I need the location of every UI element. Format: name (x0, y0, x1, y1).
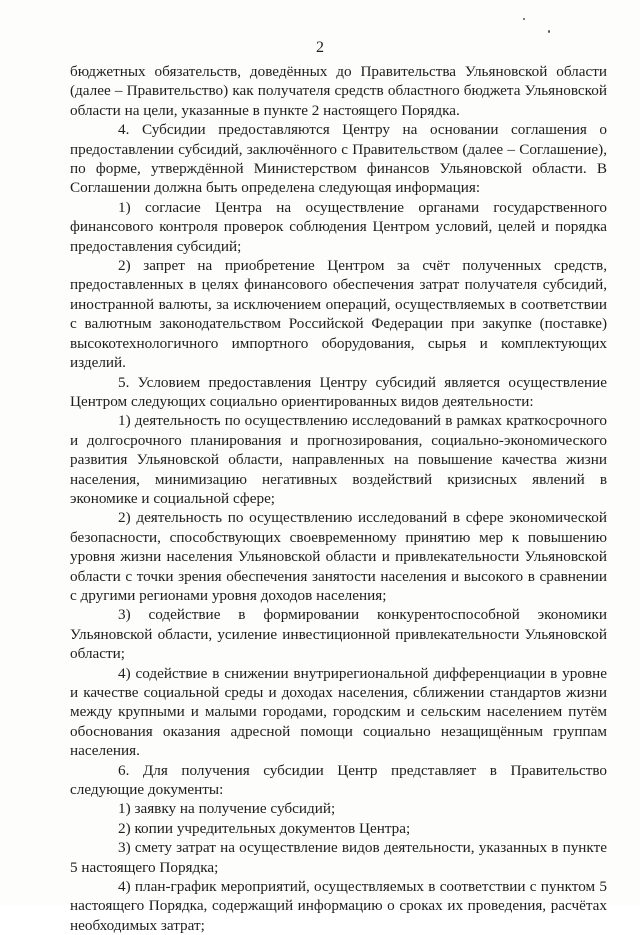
paragraph-6: 6. Для получения субсидии Центр представляет в Правительство следующие документы: (70, 761, 607, 799)
paragraph-5: 5. Условием предоставления Центру субсидий является осуществление Центром следующих социально ориентированных видов деятельности: (70, 373, 607, 410)
paragraph-5-item-3: 3) содействие в формировании конкурентоспособной экономики Ульяновской области, усиление инвестиционной привлекательности Ульяновской области; (70, 606, 607, 663)
paragraph-4-item-1: 1) согласие Центра на осуществление органами государственного финансового контроля проверок соблюдения Центром условий, целей и порядка предоставления субсидий; (70, 198, 607, 255)
scan-speck (548, 30, 550, 33)
paragraph-5-item-2: 2) деятельность по осуществлению исследований в сфере экономической безопасности, способствующих своевременному принятию мер к повышению уровня жизни населения Ульяновской области и привлекательности Ульяновской области с точки зрения обеспечения занятости населения и высокого в сравнении с другими регионами уровня доходов населения; (70, 509, 607, 604)
paragraph-6-item-3: 3) смету затрат на осуществление видов деятельности, указанных в пункте 5 настоящего Порядка; (70, 839, 607, 876)
paragraph-6-item-1: 1) заявку на получение субсидий; (118, 800, 336, 818)
page-number: 2 (316, 39, 324, 56)
paragraph-6-item-2: 2) копии учредительных документов Центра; (118, 819, 411, 837)
paragraph-5-item-4: 4) содействие в снижении внутрирегиональной дифференциации в уровне и качестве социальной среды и доходах населения, сближении стандартов жизни между крупными и малыми городами, городским и сельским населением путём обоснования оказания адресной помощи социально незащищённым группам населения. (70, 664, 607, 760)
document-body (70, 62, 607, 935)
paragraph-continuation: бюджетных обязательств, доведённых до Правительства Ульяновской области (далее – Правительство) как получателя средств областного бюджета Ульяновской области на цели, указанные в пункте 2 настоящего Порядка. (70, 63, 607, 119)
paragraph-5-item-1: 1) деятельность по осуществлению исследований в рамках краткосрочного и долгосрочного планирования и прогнозирования, социально-экономического развития Ульяновской области, направленных на повышение качества жизни населения, минимизацию негативных воздействий кризисных явлений в экономике и социальной сфере; (70, 412, 607, 507)
scan-speck (523, 18, 525, 20)
paragraph-6-item-4: 4) план-график мероприятий, осуществляемых в соответствии с пунктом 5 настоящего Порядка, содержащий информацию о сроках их проведения, расчётах необходимых затрат; (70, 878, 607, 934)
paragraph-4-item-2: 2) запрет на приобретение Центром за счёт полученных средств, предоставленных в целях финансового обеспечения затрат получателя субсидий, иностранной валюты, за исключением операций, осуществляемых в соответствии с валютным законодательством Российской Федерации при закупке (поставке) высокотехнологичного импортного оборудования, сырья и комплектующих изделий. (70, 257, 607, 372)
paragraph-4: 4. Субсидии предоставляются Центру на основании соглашения о предоставлении субсидий, заключённого с Правительством (далее – Соглашение), по форме, утверждённой Министерством финансов Ульяновской области. В Соглашении должна быть определена следующая информация: (70, 121, 607, 197)
